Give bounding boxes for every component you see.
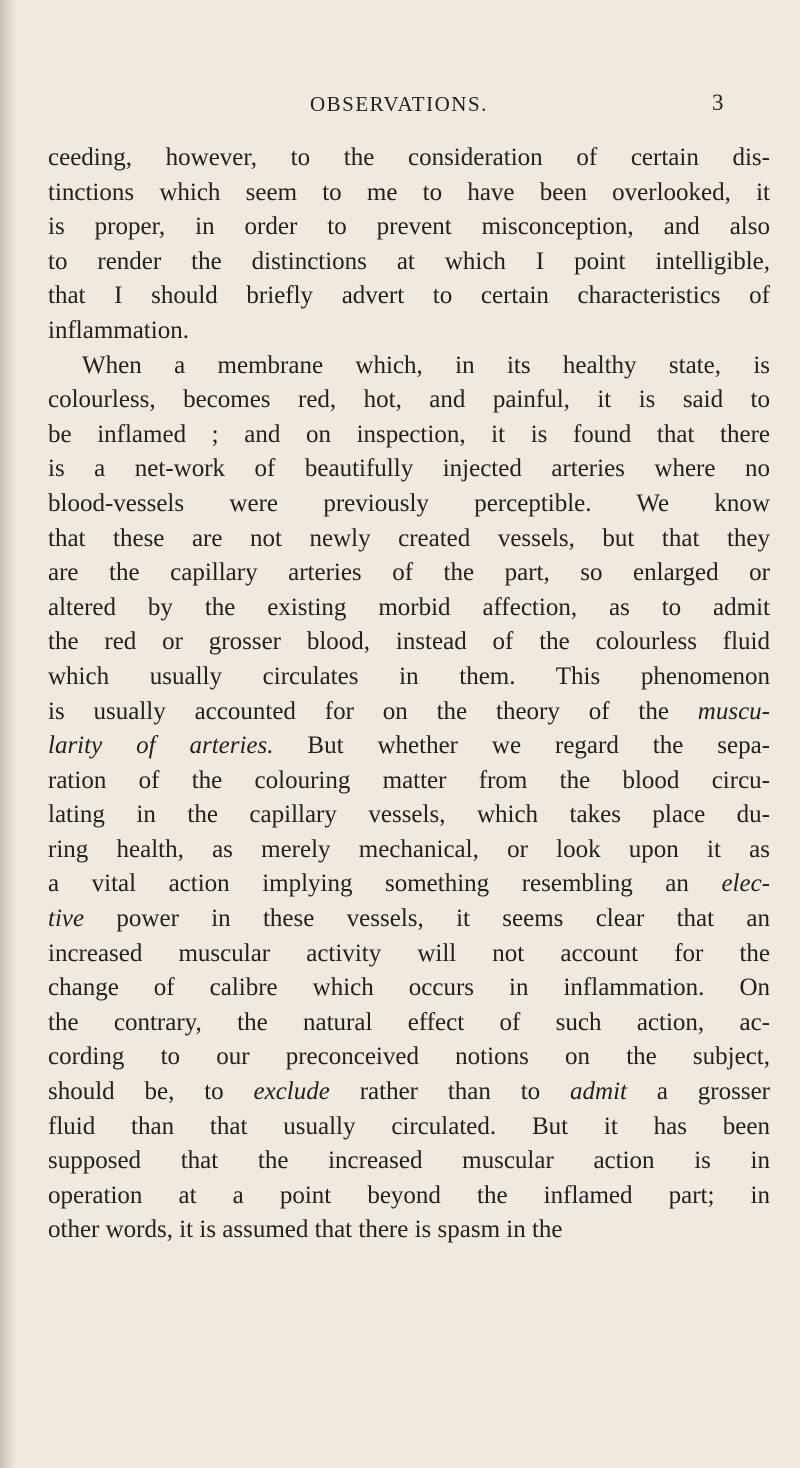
text-line: is proper, in order to prevent misconception, and also	[48, 213, 770, 241]
text-line: the red or grosser blood, instead of the colourless fluid	[48, 628, 770, 656]
text-line: the contrary, the natural effect of such action, ac-	[48, 1008, 770, 1036]
page-number: 3	[712, 90, 724, 115]
text-line: tinctions which seem to me to have been overlooked, it	[48, 178, 770, 206]
running-head	[0, 86, 800, 126]
text-line-italic-mixed: tive power in these vessels, it seems clear that an	[48, 905, 770, 933]
text-line: operation at a point beyond the inflamed part; in	[48, 1181, 770, 1209]
text-line: ring health, as merely mechanical, or look upon it as	[48, 835, 770, 863]
text-line: fluid than that usually circulated. But it has been	[48, 1112, 770, 1140]
italic-phrase: exclude	[253, 1078, 330, 1106]
text-line: to render the distinctions at which I point intelligible,	[48, 247, 770, 275]
text-line: blood-vessels were previously perceptible. We know	[48, 489, 770, 517]
italic-phrase: larity of arteries.	[48, 732, 274, 760]
text-line: change of calibre which occurs in inflammation. On	[48, 974, 770, 1002]
text-line: ration of the colouring matter from the blood circu-	[48, 766, 770, 794]
text-line-italic-mixed: is usually accounted for on the theory of the muscu-	[48, 697, 770, 725]
text-line: altered by the existing morbid affection, as to admit	[48, 593, 770, 621]
text-line: which usually circulates in them. This phenomenon	[48, 662, 770, 690]
text-line-italic-mixed: should be, to exclude rather than to admit a grosser	[48, 1078, 770, 1106]
running-title: OBSERVATIONS.	[310, 92, 488, 116]
body-text	[48, 141, 770, 1248]
italic-phrase: admit	[570, 1078, 627, 1106]
italic-phrase: elec-	[721, 870, 770, 898]
paragraph-start-line: When a membrane which, in its healthy state, is	[82, 351, 770, 379]
text-line: are the capillary arteries of the part, so enlarged or	[48, 559, 770, 587]
page-gutter-shadow	[0, 0, 16, 1468]
text-line: is a net-work of beautifully injected arteries where no	[48, 455, 770, 483]
text-line: cording to our preconceived notions on the subject,	[48, 1043, 770, 1071]
text-line: that I should briefly advert to certain characteristics of	[48, 282, 770, 310]
italic-phrase: tive	[48, 905, 85, 933]
text-line: colourless, becomes red, hot, and painful, it is said to	[48, 386, 770, 414]
text-line: be inflamed ; and on inspection, it is found that there	[48, 420, 770, 448]
text-line: ceeding, however, to the consideration of certain dis-	[48, 144, 770, 171]
text-line-italic-mixed: a vital action implying something resembling an elec-	[48, 870, 770, 898]
italic-phrase: muscu-	[697, 697, 770, 725]
text-line: inflammation.	[48, 316, 189, 344]
text-line: increased muscular activity will not account for the	[48, 939, 770, 967]
text-line: that these are not newly created vessels, but that they	[48, 524, 770, 552]
text-line: other words, it is assumed that there is spasm in the	[48, 1216, 563, 1244]
text-line-italic-mixed: larity of arteries. But whether we regard the sepa-	[48, 732, 770, 760]
text-line: lating in the capillary vessels, which takes place du-	[48, 801, 770, 829]
text-line: supposed that the increased muscular action is in	[48, 1147, 770, 1175]
